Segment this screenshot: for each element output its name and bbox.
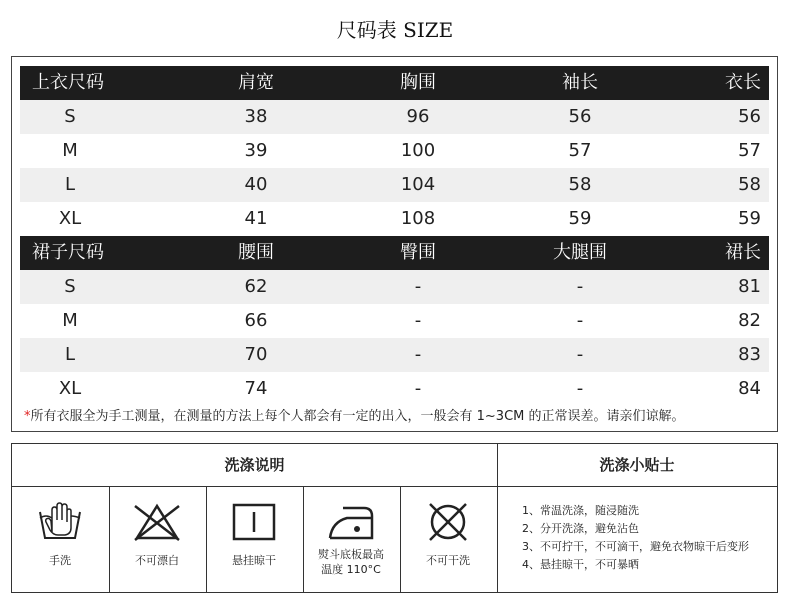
value-cell: 39: [244, 140, 268, 161]
care-label: 悬挂晾干: [232, 554, 276, 567]
value-cell: 56: [568, 106, 592, 127]
care-instructions-title: 洗涤说明: [12, 444, 497, 487]
value-cell: 82: [738, 310, 761, 331]
header-cell: 大腿围: [553, 242, 607, 263]
care-label: 不可干洗: [426, 554, 470, 567]
size-cell: M: [62, 310, 78, 331]
size-cell: S: [64, 106, 76, 127]
value-cell: 83: [738, 344, 761, 365]
care-item-no-dry-clean: [400, 488, 496, 594]
value-cell: -: [414, 344, 422, 365]
care-tips-title: 洗涤小贴士: [497, 444, 777, 487]
value-cell: 59: [738, 208, 761, 229]
size-cell: XL: [58, 378, 82, 399]
value-cell: -: [576, 344, 584, 365]
value-cell: -: [414, 310, 422, 331]
value-cell: 38: [244, 106, 268, 127]
value-cell: -: [414, 276, 422, 297]
value-cell: 84: [738, 378, 761, 399]
size-cell: L: [64, 174, 76, 195]
value-cell: -: [576, 310, 584, 331]
note-asterisk: *: [24, 409, 31, 424]
size-cell: S: [64, 276, 76, 297]
value-cell: 59: [568, 208, 592, 229]
list-item: 4、悬挂晾干，不可暴晒: [522, 558, 639, 571]
value-cell: 66: [244, 310, 268, 331]
care-item-no-bleach: [109, 488, 205, 594]
hand-wash-icon: [36, 502, 84, 542]
header-cell: 胸围: [400, 72, 436, 93]
value-cell: -: [576, 378, 584, 399]
value-cell: 58: [568, 174, 592, 195]
no-dry-clean-icon: [424, 502, 472, 542]
value-cell: 104: [400, 174, 436, 195]
value-cell: 96: [406, 106, 430, 127]
value-cell: 41: [244, 208, 268, 229]
value-cell: -: [414, 378, 422, 399]
size-cell: L: [64, 344, 76, 365]
table-row: [20, 338, 769, 372]
divider: [497, 444, 498, 592]
note-text: 所有衣服全为手工测量，在测量的方法上每个人都会有一定的出入，一般会有 1~3CM 的正常误差。请亲们谅解。: [30, 409, 685, 424]
header-cell: 腰围: [238, 242, 274, 263]
value-cell: 81: [738, 276, 761, 297]
value-cell: 74: [244, 378, 268, 399]
table-row: [20, 100, 769, 134]
table-row: [20, 134, 769, 168]
list-item: 3、不可拧干，不可滴干，避免衣物晾干后变形: [522, 540, 749, 553]
care-item-iron: [303, 488, 399, 594]
header-cell: 上衣尺码: [32, 72, 104, 93]
care-label: 熨斗底板最高: [318, 548, 384, 561]
care-item-hang-dry: [206, 488, 302, 594]
header-cell: 肩宽: [238, 72, 274, 93]
hang-dry-icon: [230, 502, 278, 542]
size-cell: M: [62, 140, 78, 161]
value-cell: 40: [244, 174, 268, 195]
care-label-line2: 温度 110°C: [321, 563, 381, 576]
top-table-header: [20, 66, 769, 100]
iron-low-temp-icon: [327, 502, 375, 542]
value-cell: 70: [244, 344, 268, 365]
list-item: 2、分开洗涤，避免沾色: [522, 522, 639, 535]
value-cell: 108: [400, 208, 436, 229]
table-row: [20, 304, 769, 338]
value-cell: 57: [568, 140, 592, 161]
bottom-table-header: [20, 236, 769, 270]
table-row: [20, 372, 769, 406]
list-item: 1、常温洗涤，随浸随洗: [522, 504, 639, 517]
header-cell: 裙长: [725, 242, 761, 263]
table-row: [20, 168, 769, 202]
care-label: 不可漂白: [135, 554, 179, 567]
value-cell: 56: [738, 106, 761, 127]
header-cell: 裙子尺码: [32, 242, 104, 263]
no-bleach-icon: [133, 502, 181, 542]
value-cell: 58: [738, 174, 761, 195]
care-label: 手洗: [49, 554, 71, 567]
page-title: 尺码表 SIZE: [336, 18, 454, 42]
value-cell: 57: [738, 140, 761, 161]
header-cell: 衣长: [725, 72, 761, 93]
care-frame: [11, 443, 778, 593]
table-row: [20, 270, 769, 304]
size-cell: XL: [58, 208, 82, 229]
value-cell: -: [576, 276, 584, 297]
value-cell: 62: [244, 276, 268, 297]
header-cell: 袖长: [562, 72, 598, 93]
value-cell: 100: [400, 140, 436, 161]
care-tips-list: [522, 502, 749, 574]
header-cell: 臀围: [400, 242, 436, 263]
measurement-note: [24, 405, 685, 424]
care-item-hand-wash: [12, 488, 108, 594]
table-row: [20, 202, 769, 236]
